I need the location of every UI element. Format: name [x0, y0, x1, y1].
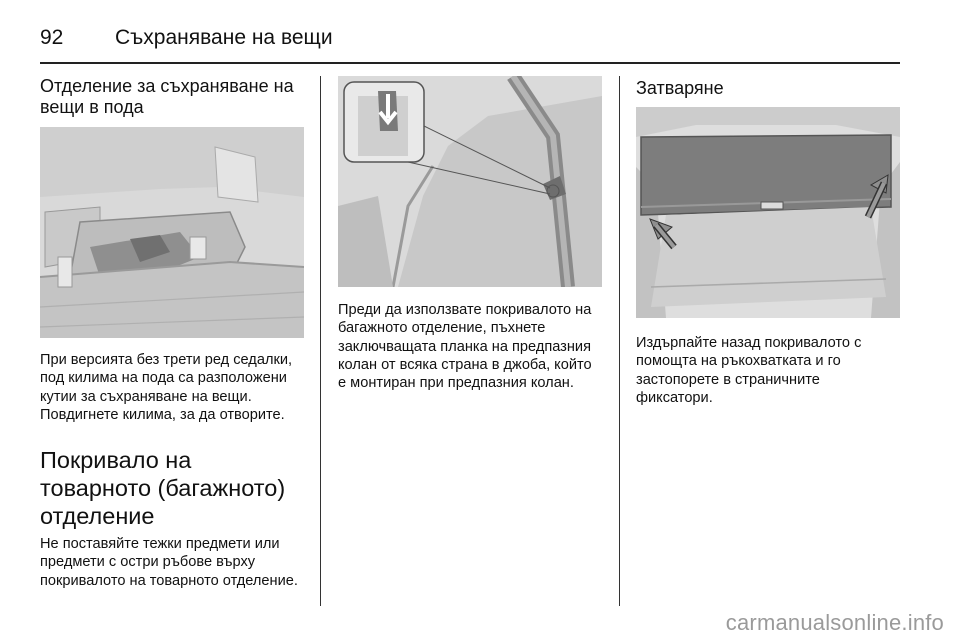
- figure-seat-belt-pocket: [338, 76, 602, 287]
- page-header: [40, 18, 900, 58]
- section-heading-closing: Затваряне: [636, 78, 724, 98]
- running-title: Съхраняване на вещи: [115, 26, 333, 49]
- column-divider-2: [619, 76, 620, 606]
- seat-belt-pocket-illustration: [338, 76, 602, 287]
- closing-paragraph: Издърпайте назад покривалото с помощта на ръкохватката и го застопорете в страничните фиксатори.: [636, 335, 862, 406]
- column-1-body: [40, 351, 304, 590]
- figure-load-cover-closing: [636, 107, 900, 318]
- floor-storage-paragraph: При версията без трети ред седалки, под килима на пода са разположени кутии за съхраняване на вещи. Повдигнете килима, за да отворите.: [40, 352, 293, 423]
- figure-floor-storage: [40, 127, 304, 338]
- column-3-body: [636, 334, 900, 407]
- section-heading-load-cover: Покривало на товарното (багажното) отделение: [40, 447, 286, 530]
- load-cover-warning-paragraph: Не поставяйте тежки предмети или предмети с остри ръбове върху покривалото на товарното отделение.: [40, 536, 298, 589]
- section-heading-floor-storage: Отделение за съхраняване на вещи в пода: [40, 76, 294, 117]
- column-1: [40, 76, 304, 118]
- header-rule: [40, 62, 900, 64]
- seat-belt-pocket-paragraph: Преди да използвате покривалото на багажното отделение, пъхнете заключващата планка на предпазния колан от всяка страна в джоба, който е монтиран при предпазния колан.: [338, 302, 592, 392]
- load-cover-closing-illustration: [636, 107, 900, 318]
- column-divider-1: [320, 76, 321, 606]
- page-number: 92: [40, 26, 64, 49]
- floor-storage-illustration: [40, 127, 304, 338]
- column-2-body: [338, 301, 602, 392]
- column-3: [636, 78, 900, 99]
- watermark: carmanualsonline.info: [725, 610, 944, 635]
